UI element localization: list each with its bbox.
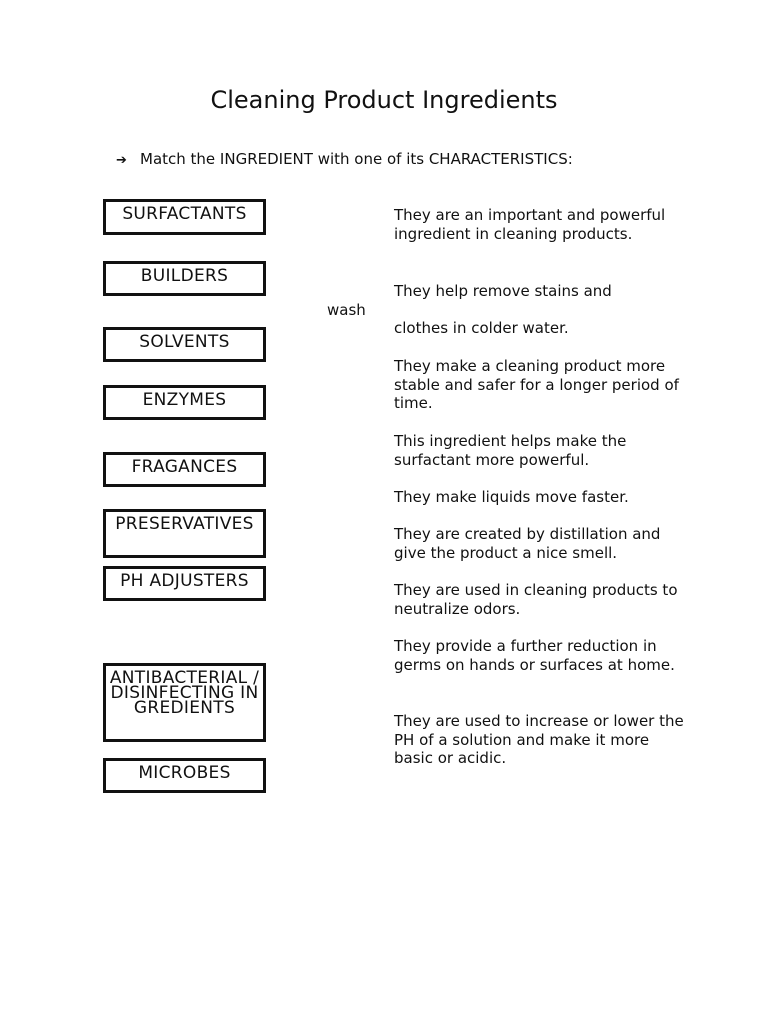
characteristic-item: They make liquids move faster.: [394, 488, 629, 506]
ingredient-box-fragances: FRAGANCES: [103, 452, 266, 487]
ingredient-box-antibacterial: ANTIBACTERIAL / DISINFECTING INGREDIENTS: [103, 663, 266, 742]
ingredient-box-preservatives: PRESERVATIVES: [103, 509, 266, 558]
characteristic-item: They are an important and powerful ingredient in cleaning products.: [394, 206, 666, 243]
characteristic-item: They help remove stains and: [394, 282, 612, 300]
ingredient-box-solvents: SOLVENTS: [103, 327, 266, 362]
page-title: Cleaning Product Ingredients: [210, 86, 558, 114]
characteristic-item: They are created by distillation and give the product a nice smell.: [394, 525, 661, 562]
ingredient-box-surfactants: SURFACTANTS: [103, 199, 266, 235]
characteristic-item: They make a cleaning product more stable and safer for a longer period of time.: [394, 357, 679, 413]
instruction-text: Match the INGREDIENT with one of its CHARACTERISTICS:: [140, 150, 573, 168]
characteristic-item: clothes in colder water.: [394, 319, 569, 337]
characteristic-item: This ingredient helps make the surfactant more powerful.: [394, 432, 627, 469]
ingredient-box-enzymes: ENZYMES: [103, 385, 266, 420]
characteristic-item: They are used in cleaning products to neutralize odors.: [394, 581, 678, 618]
instruction: [116, 150, 573, 168]
ingredient-box-microbes: MICROBES: [103, 758, 266, 793]
arrow-icon: ➔: [116, 153, 127, 168]
ingredient-box-ph-adjusters: PH ADJUSTERS: [103, 566, 266, 601]
ingredient-box-builders: BUILDERS: [103, 261, 266, 296]
floating-word: wash: [327, 301, 366, 319]
characteristic-item: They are used to increase or lower the PH of a solution and make it more basic or acidic.: [394, 712, 684, 768]
characteristic-item: They provide a further reduction in germs on hands or surfaces at home.: [394, 637, 675, 674]
